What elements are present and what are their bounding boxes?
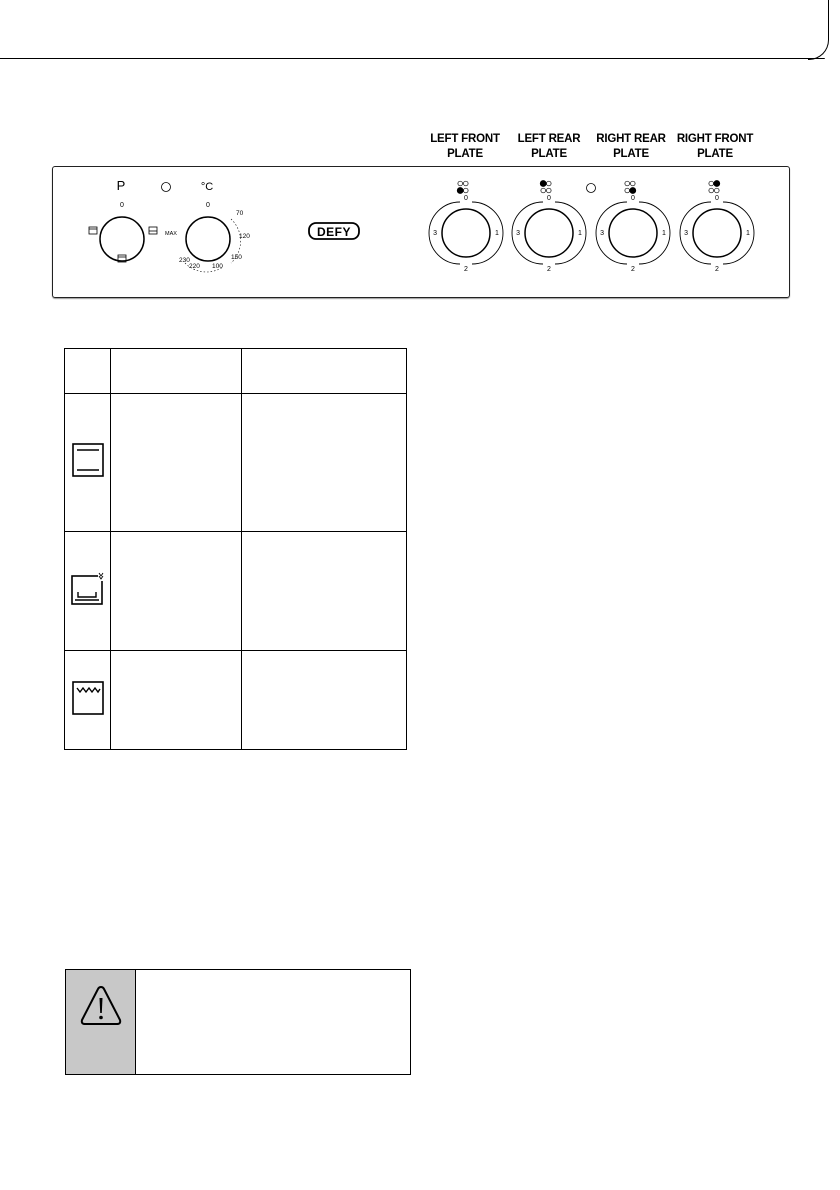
knob-scale-left: 3 — [684, 230, 688, 237]
knob-scale-right: 1 — [495, 230, 499, 237]
plate-position-dot — [547, 188, 552, 193]
knob-scale-right: 1 — [746, 230, 750, 237]
plate-position-dot — [709, 181, 714, 186]
oven-fan-icon — [149, 227, 157, 234]
warning-text-cell — [136, 970, 410, 1074]
knob-scale-bottom: 2 — [715, 266, 719, 273]
table-cell — [242, 394, 407, 532]
knob-scale-top: 0 — [547, 195, 551, 202]
plate-position-dot — [630, 188, 636, 194]
plate-position-dot — [715, 188, 720, 193]
plate-position-dot — [464, 188, 469, 193]
knob-scale-left: 3 — [516, 230, 520, 237]
table-cell — [111, 651, 242, 750]
plate-position-dot — [541, 188, 546, 193]
conventional-oven-icon — [89, 227, 97, 234]
table-cell — [242, 532, 407, 651]
oven-indicator-lamp — [162, 183, 171, 192]
knob-scale-right: 1 — [662, 230, 666, 237]
function-knob-group — [89, 178, 157, 262]
plate-position-dot — [458, 181, 463, 186]
temperature-knob-group — [165, 181, 250, 272]
temperature-zero-mark: 0 — [206, 202, 210, 209]
temperature-symbol: °C — [200, 181, 214, 193]
plate-position-dot — [714, 181, 720, 187]
knob-scale-top: 0 — [715, 195, 719, 202]
temp-scale-230: 230 — [179, 257, 190, 264]
table-row — [65, 394, 407, 532]
temp-scale-220: 220 — [189, 263, 200, 270]
top-rule — [0, 58, 825, 59]
hotplate-left-front-knob[interactable] — [442, 209, 490, 257]
function-table — [64, 348, 407, 750]
table-row — [65, 532, 407, 651]
hotplate-right-front-knob[interactable] — [693, 209, 741, 257]
table-header-cell — [242, 349, 407, 394]
plate-position-dot — [540, 181, 546, 187]
table-cell — [111, 394, 242, 532]
knob-scale-top: 0 — [631, 195, 635, 202]
plate-position-dot — [709, 188, 714, 193]
hotplate-left-rear-knob[interactable] — [525, 209, 573, 257]
hotplate-right-front-group — [680, 181, 754, 274]
fan-oven-bake-icon — [70, 571, 106, 607]
warning-triangle-icon — [79, 984, 123, 1028]
hotplate-left-front-group — [429, 181, 503, 273]
temp-scale-120: 120 — [239, 233, 250, 240]
warning-box — [65, 969, 411, 1075]
table-header-cell — [65, 349, 111, 394]
knob-scale-left: 3 — [600, 230, 604, 237]
hotplate-right-rear-knob[interactable] — [609, 209, 657, 257]
table-icon-cell — [65, 394, 111, 532]
warning-icon-cell — [66, 970, 136, 1074]
label-left-front-plate: LEFT FRONT PLATE — [430, 133, 500, 160]
function-knob[interactable] — [100, 217, 144, 261]
table-header-row — [65, 349, 407, 394]
plate-position-dot — [631, 181, 636, 186]
temp-scale-70: 70 — [236, 210, 244, 217]
temp-scale-100: 100 — [212, 263, 223, 270]
plate-position-dot — [547, 181, 552, 186]
top-rule-corner — [808, 0, 829, 60]
label-right-front-plate: RIGHT FRONT PLATE — [676, 133, 754, 160]
label-left-rear-plate: LEFT REAR PLATE — [517, 133, 581, 160]
temp-scale-150: 150 — [231, 254, 242, 261]
knob-scale-bottom: 2 — [631, 266, 635, 273]
table-icon-cell — [65, 532, 111, 651]
hob-indicator-lamp — [587, 184, 596, 193]
brand-logo — [309, 223, 359, 239]
function-zero-mark: 0 — [120, 202, 124, 209]
grill-icon — [71, 680, 105, 716]
knob-scale-left: 3 — [433, 230, 437, 237]
plate-position-dot — [457, 188, 463, 194]
table-row — [65, 651, 407, 750]
table-icon-cell — [65, 651, 111, 750]
knob-scale-bottom: 2 — [464, 266, 468, 273]
function-symbol: P — [116, 178, 126, 193]
knob-scale-bottom: 2 — [547, 266, 551, 273]
svg-text:DEFY: DEFY — [316, 225, 352, 239]
temperature-knob[interactable] — [186, 217, 230, 261]
knob-scale-right: 1 — [578, 230, 582, 237]
table-cell — [111, 532, 242, 651]
control-panel — [52, 166, 790, 298]
label-right-rear-plate: RIGHT REAR PLATE — [596, 133, 666, 160]
temperature-max-label: MAX — [165, 231, 177, 237]
conventional-oven-icon — [71, 442, 105, 478]
hotplate-right-rear-group — [596, 181, 670, 273]
plate-position-dot — [625, 181, 630, 186]
hotplate-left-rear-group — [512, 181, 586, 274]
plate-position-dot — [464, 181, 469, 186]
plate-position-dot — [625, 188, 630, 193]
knob-scale-top: 0 — [464, 195, 468, 202]
table-header-cell — [111, 349, 242, 394]
table-cell — [242, 651, 407, 750]
